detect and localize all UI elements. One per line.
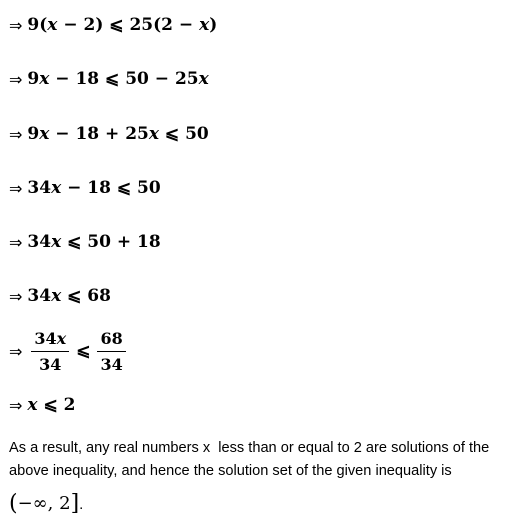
interval-body: −∞, 2 [17, 493, 71, 514]
expr-part: − 18 ⩽ 50 − 25 [49, 69, 199, 89]
step-1 [9, 12, 217, 38]
variable-x: x [27, 395, 38, 415]
interval-close-bracket: ] [70, 491, 80, 516]
conclusion-line-2: above inequality, and hence the solution set of the given inequality is [9, 463, 452, 479]
expr-part: ⩽ 2 [37, 395, 76, 415]
step-5 [9, 229, 161, 255]
step-7-fractions [9, 328, 130, 374]
variable-x: x [198, 69, 209, 89]
variable-x: x [51, 232, 62, 252]
expr-part: ) [209, 15, 218, 35]
implies-arrow-icon: ⇒ [9, 178, 23, 198]
left-numerator [31, 328, 69, 352]
expr-part: − 2) ⩽ 25(2 − [57, 15, 200, 35]
period: . [79, 496, 84, 513]
step-4 [9, 175, 161, 201]
numerator-coefficient: 34 [34, 328, 57, 348]
expr-part: 9 [27, 124, 40, 144]
conclusion-line-1: As a result, any real numbers x less than or equal to 2 are solutions of the [9, 440, 490, 456]
solution-interval [9, 491, 83, 516]
expr-part: ⩽ 68 [61, 286, 111, 306]
variable-x: x [199, 15, 210, 35]
right-denominator: 34 [100, 354, 123, 374]
step-3 [9, 121, 209, 147]
expr-part: 9( [27, 15, 48, 35]
implies-arrow-icon: ⇒ [9, 395, 23, 415]
implies-arrow-icon: ⇒ [9, 341, 23, 361]
expr-part: 34 [27, 178, 52, 198]
variable-x: x [51, 286, 62, 306]
implies-arrow-icon: ⇒ [9, 232, 23, 252]
step-6 [9, 283, 111, 309]
expr-part: 34 [27, 232, 52, 252]
implies-arrow-icon: ⇒ [9, 69, 23, 89]
expr-part: 34 [27, 286, 52, 306]
expr-part: 9 [27, 69, 40, 89]
expr-part: − 18 + 25 [49, 124, 149, 144]
variable-x: x [47, 15, 58, 35]
expr-part: ⩽ 50 + 18 [61, 232, 161, 252]
right-numerator: 68 [97, 328, 125, 352]
step-2 [9, 66, 209, 92]
right-fraction [97, 328, 125, 375]
expr-part: − 18 ⩽ 50 [61, 178, 161, 198]
variable-x: x [39, 69, 50, 89]
implies-arrow-icon: ⇒ [9, 15, 23, 35]
expr-part: ⩽ 50 [159, 124, 209, 144]
variable-x: x [39, 124, 50, 144]
left-denominator: 34 [39, 354, 62, 374]
conclusion-paragraph [9, 437, 511, 483]
implies-arrow-icon: ⇒ [9, 286, 23, 306]
variable-x: x [148, 124, 160, 144]
variable-x: x [56, 328, 67, 348]
interval-open-paren: ( [9, 491, 18, 516]
variable-x: x [51, 178, 62, 198]
step-8-final [9, 392, 75, 418]
left-fraction [31, 328, 69, 375]
implies-arrow-icon: ⇒ [9, 124, 23, 144]
relation-symbol: ⩽ [76, 341, 91, 361]
